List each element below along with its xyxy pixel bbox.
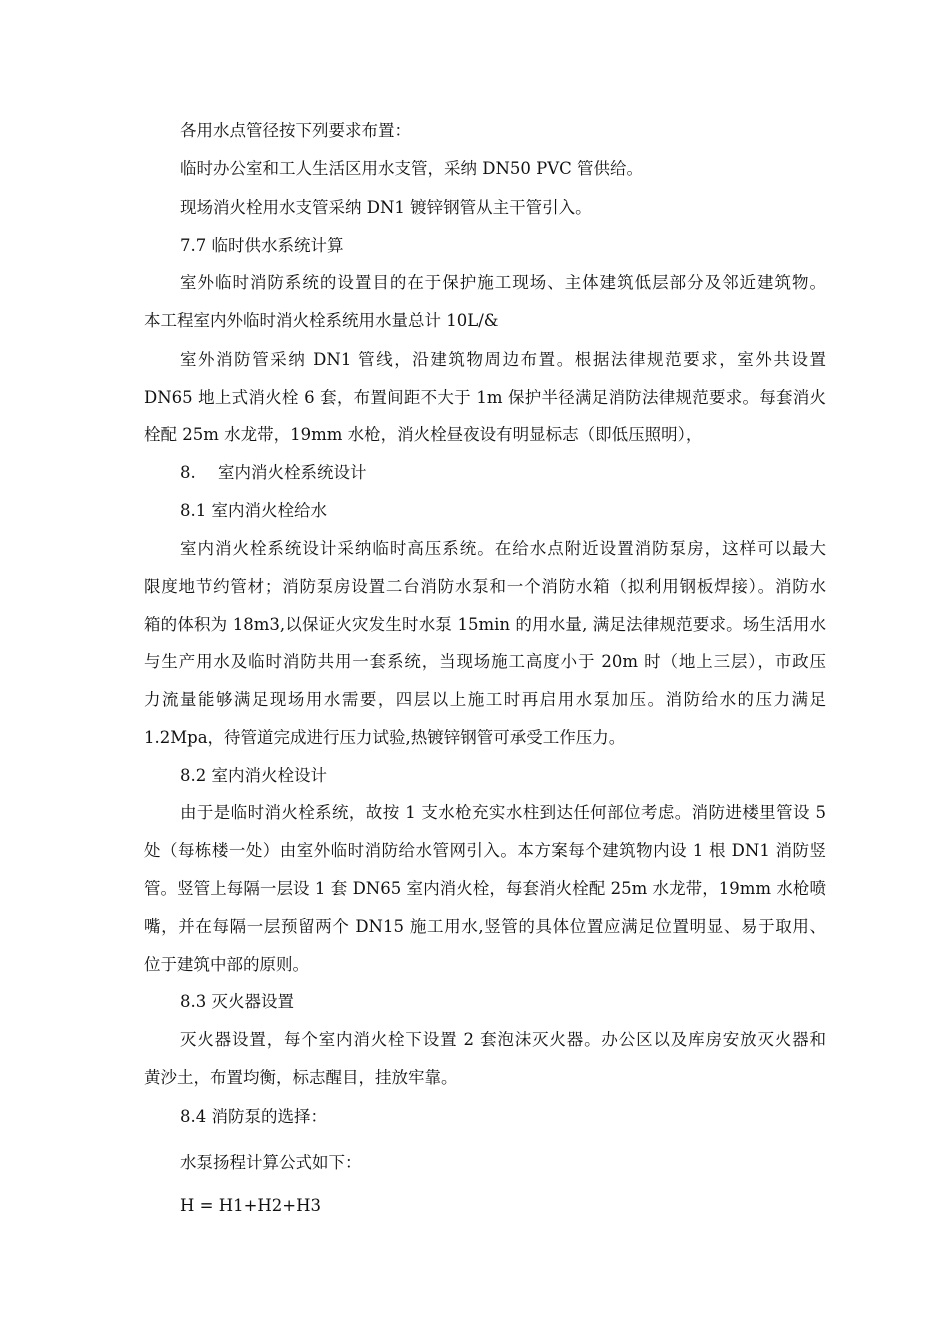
- paragraph-outdoor-fire-line-1: 室外临时消防系统的设置目的在于保护施工现场、主体建筑低层部分及邻近建筑物。: [180, 273, 826, 292]
- section-title: 室内消火栓系统设计: [218, 463, 367, 482]
- paragraph-indoor-design-line-3: 管。竖管上每隔一层设 1 套 DN65 室内消火栓，每套消火栓配 25m 水龙带，19mm 水枪喷: [144, 879, 826, 898]
- paragraph-indoor-supply-line-1: 室内消火栓系统设计采纳临时高压系统。在给水点附近设置消防泵房，这样可以最大: [180, 539, 826, 558]
- paragraph-indoor-design-line-1: 由于是临时消火栓系统，故按 1 支水枪充实水柱到达任何部位考虑。消防进楼里管设 5: [180, 803, 826, 822]
- paragraph-extinguisher-line-1: 灭火器设置，每个室内消火栓下设置 2 套泡沫灭火器。办公区以及库房安放灭火器和: [180, 1030, 826, 1049]
- section-number: 8.: [180, 463, 196, 482]
- formula-pump-head: H = H1+H2+H3: [180, 1196, 322, 1215]
- section-heading-8-2: 8.2 室内消火栓设计: [180, 766, 327, 785]
- section-heading-8-1: 8.1 室内消火栓给水: [180, 501, 327, 520]
- paragraph-outdoor-pipe-line-2: DN65 地上式消火栓 6 套，布置间距不大于 1m 保护半径满足消防法律规范要求。每套消火: [144, 388, 826, 407]
- paragraph-office-pipe: 临时办公室和工人生活区用水支管，采纳 DN50 PVC 管供给。: [180, 159, 644, 178]
- paragraph-indoor-supply-line-6: 1.2Mpa，待管道完成进行压力试验,热镀锌钢管可承受工作压力。: [144, 728, 626, 747]
- paragraph-pipe-requirements: 各用水点管径按下列要求布置：: [180, 121, 411, 140]
- paragraph-indoor-supply-line-2: 限度地节约管材；消防泵房设置二台消防水泵和一个消防水箱（拟利用钢板焊接）。消防水: [144, 577, 826, 596]
- paragraph-extinguisher-line-2: 黄沙土，布置均衡，标志醒目，挂放牢靠。: [144, 1068, 458, 1087]
- paragraph-indoor-design-line-2: 处（每栋楼一处）由室外临时消防给水管网引入。本方案每个建筑物内设 1 根 DN1 消防竖: [144, 841, 826, 860]
- section-heading-8: [180, 463, 367, 483]
- section-heading-7-7: 7.7 临时供水系统计算: [180, 236, 344, 255]
- paragraph-indoor-design-line-4: 嘴，并在每隔一层预留两个 DN15 施工用水,竖管的具体位置应满足位置明显、易于取用、: [144, 917, 826, 936]
- paragraph-outdoor-pipe-line-3: 栓配 25m 水龙带，19mm 水枪，消火栓昼夜设有明显标志（即低压照明），: [144, 425, 703, 444]
- paragraph-hydrant-pipe: 现场消火栓用水支管采纳 DN1 镀锌钢管从主干管引入。: [180, 198, 592, 217]
- paragraph-outdoor-fire-line-2: 本工程室内外临时消火栓系统用水量总计 10L/&: [144, 311, 499, 330]
- paragraph-indoor-supply-line-4: 与生产用水及临时消防共用一套系统，当现场施工高度小于 20m 时（地上三层），市政压: [144, 652, 826, 671]
- section-heading-8-4: 8.4 消防泵的选择：: [180, 1107, 327, 1126]
- paragraph-pump-head-formula-intro: 水泵扬程计算公式如下：: [180, 1153, 362, 1172]
- paragraph-outdoor-pipe-line-1: 室外消防管采纳 DN1 管线，沿建筑物周边布置。根据法律规范要求，室外共设置: [180, 350, 826, 369]
- paragraph-indoor-supply-line-3: 箱的体积为 18m3,以保证火灾发生时水泵 15min 的用水量, 满足法律规范要求。场生活用水: [144, 615, 826, 634]
- paragraph-indoor-design-line-5: 位于建筑中部的原则。: [144, 955, 309, 974]
- paragraph-indoor-supply-line-5: 力流量能够满足现场用水需要，四层以上施工时再启用水泵加压。消防给水的压力满足: [144, 690, 826, 709]
- section-heading-8-3: 8.3 灭火器设置: [180, 992, 294, 1011]
